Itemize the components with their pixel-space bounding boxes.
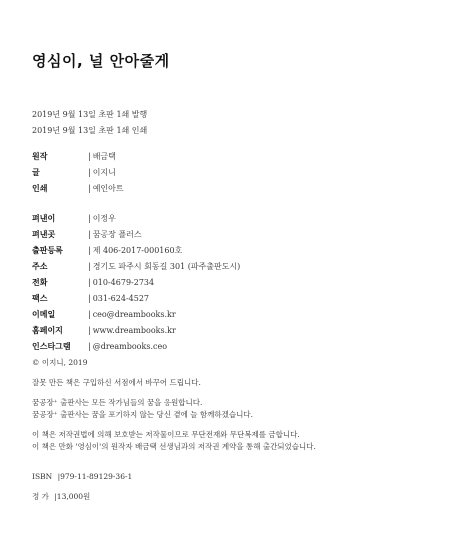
publisher-value: 010-4679-2734 [92, 278, 155, 287]
credit-label: 글 [32, 168, 40, 177]
isbn-line: ISBN |979-11-89129-36-1 [32, 472, 133, 481]
price-label: 정 가 [32, 492, 49, 501]
credit-label: 원작 [32, 152, 48, 161]
publisher-value: 꿈공장 플러스 [92, 230, 142, 239]
publisher-value: 이정우 [92, 214, 116, 223]
publisher-label: 팩스 [32, 294, 48, 303]
publisher-label: 홈페이지 [32, 326, 63, 335]
publisher-row-publisher: 펴낸이 | 이정우 [32, 214, 116, 223]
publisher-value: 제 406-2017-000160호 [92, 246, 183, 255]
publisher-label: 펴낸이 [32, 214, 56, 223]
publisher-label: 이메일 [32, 310, 56, 319]
publisher-value: 031-624-4527 [92, 294, 150, 303]
exchange-notice: 잘못 만든 책은 구입하신 서점에서 바꾸어 드립니다. [32, 378, 201, 387]
legal-notice-2: 이 책은 만화 '영심이'의 원작자 배금택 선생님과의 저작권 계약을 통해 출간되었습니다. [32, 442, 316, 451]
credit-row-writer: 글 | 이지니 [32, 168, 116, 177]
copyright-line: © 이지니, 2019 [32, 358, 88, 367]
legal-notice-1: 이 책은 저작권법에 의해 보호받는 저작물이므로 무단전재와 무단복제를 금합니다. [32, 430, 300, 439]
book-title: 영심이, 널 안아줄게 [32, 52, 170, 70]
credit-label: 인쇄 [32, 184, 48, 193]
isbn-value: 979-11-89129-36-1 [60, 472, 133, 481]
publisher-label: 출판등록 [32, 246, 63, 255]
publisher-label: 인스타그램 [32, 342, 71, 351]
credit-value: 예인아트 [92, 184, 124, 193]
publisher-row-homepage: 홈페이지 | www.dreambooks.kr [32, 326, 176, 335]
price-line: 정 가 |13,000원 [32, 492, 91, 501]
publisher-row-fax: 팩스 | 031-624-4527 [32, 294, 150, 303]
publisher-row-registration: 출판등록 | 제 406-2017-000160호 [32, 246, 183, 255]
publisher-row-phone: 전화 | 010-4679-2734 [32, 278, 155, 287]
publisher-label: 주소 [32, 262, 48, 271]
publisher-value: www.dreambooks.kr [92, 326, 176, 335]
slogan-line-2: 꿈공장⁺ 출판사는 꿈을 포기하지 않는 당신 곁에 늘 함께하겠습니다. [32, 410, 254, 419]
publisher-value: @dreambooks.ceo [92, 342, 168, 351]
publisher-value: ceo@dreambooks.kr [92, 310, 176, 319]
publication-dates [32, 107, 147, 139]
first-print-date: 2019년 9월 13일 초판 1쇄 인쇄 [32, 126, 148, 135]
publisher-row-email: 이메일 | ceo@dreambooks.kr [32, 310, 176, 319]
slogan-line-1: 꿈공장⁺ 출판사는 모든 작가님들의 꿈을 응원합니다. [32, 398, 203, 407]
publisher-value: 경기도 파주시 회동길 301 (파주출판도시) [92, 262, 241, 271]
credit-value: 배금택 [92, 152, 116, 161]
first-publish-date: 2019년 9월 13일 초판 1쇄 발행 [32, 110, 148, 119]
isbn-label: ISBN [32, 472, 53, 481]
publisher-label: 전화 [32, 278, 48, 287]
price-value: 13,000원 [56, 492, 91, 501]
credit-row-original-author: 원작 | 배금택 [32, 152, 116, 161]
credit-value: 이지니 [92, 168, 116, 177]
publisher-row-address: 주소 | 경기도 파주시 회동길 301 (파주출판도시) [32, 262, 241, 271]
credit-row-printer: 인쇄 | 예인아트 [32, 184, 124, 193]
publisher-row-instagram: 인스타그램 | @dreambooks.ceo [32, 342, 168, 351]
publisher-label: 펴낸곳 [32, 230, 56, 239]
publisher-row-imprint: 펴낸곳 | 꿈공장 플러스 [32, 230, 142, 239]
